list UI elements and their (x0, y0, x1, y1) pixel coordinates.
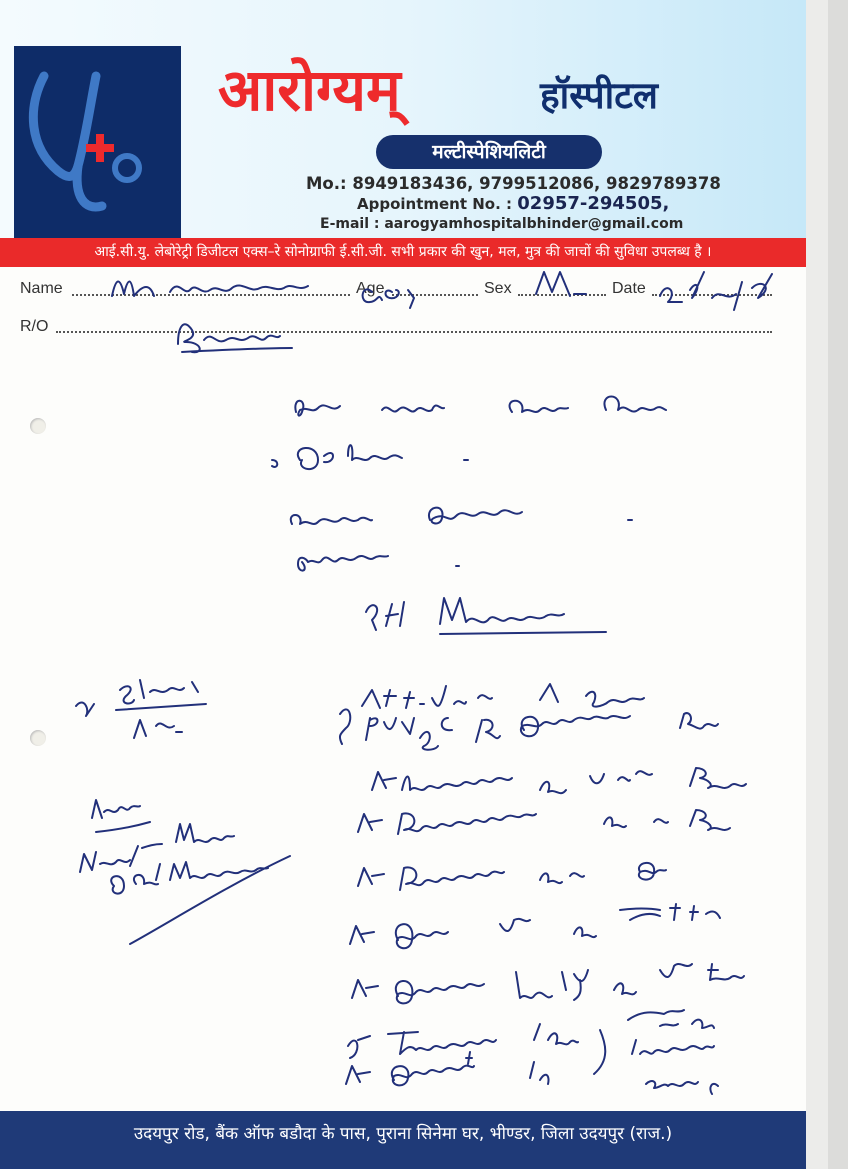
date-label: Date (612, 280, 646, 297)
rx-line-4 (358, 810, 730, 834)
rx-line-8 (348, 1010, 714, 1074)
specialty-badge: मल्टीस्पेशियलिटी (376, 135, 602, 169)
address-footer: उदयपुर रोड, बैंक ऑफ बडौदा के पास, पुराना सिनेमा घर, भीण्डर, जिला उदयपुर (राज.) (0, 1111, 806, 1169)
sex-label: Sex (484, 280, 512, 297)
mobile-numbers: Mo.: 8949183436, 9799512086, 9829789378 (306, 174, 721, 193)
scribble-date (660, 272, 772, 310)
age-label: Age (356, 280, 385, 297)
scribble-age (363, 289, 414, 308)
note-line-1 (295, 397, 666, 416)
page-edge (806, 0, 848, 1169)
rx-line-5 (358, 863, 666, 890)
note-line-2 (272, 445, 468, 469)
note-line-3 (291, 508, 632, 524)
rx-line-3 (372, 768, 746, 793)
note-line-4 (298, 556, 459, 571)
name-label: Name (20, 280, 63, 297)
email-line: E-mail : aarogyamhospitalbhinder@gmail.com (320, 216, 684, 232)
scribble-sex (536, 272, 586, 296)
scribble-ro (178, 324, 292, 352)
rx-line-6 (350, 904, 720, 948)
appointment-number: 02957-294505, (517, 193, 670, 214)
hospital-word: हॉस्पीटल (540, 74, 658, 117)
hospital-name-hindi: आरोग्यम् (218, 56, 401, 124)
note-adv (80, 800, 290, 944)
scribble-name (112, 281, 308, 296)
ro-label: R/O (20, 318, 49, 335)
note-skull (76, 680, 206, 738)
rx-line-2 (366, 713, 718, 750)
rx-line-7 (352, 964, 744, 1003)
rx-line-9 (346, 1062, 718, 1094)
note-line-5 (366, 598, 606, 634)
services-banner: आई.सी.यु. लेबोरेट्री डिजीटल एक्स–रे सोनोग्राफी ई.सी.जी. सभी प्रकार की खुन, मल, मुत्र की जाचों की सुविधा उपलब्ध है । (0, 238, 806, 267)
appointment-label: Appointment No. : (357, 195, 518, 213)
